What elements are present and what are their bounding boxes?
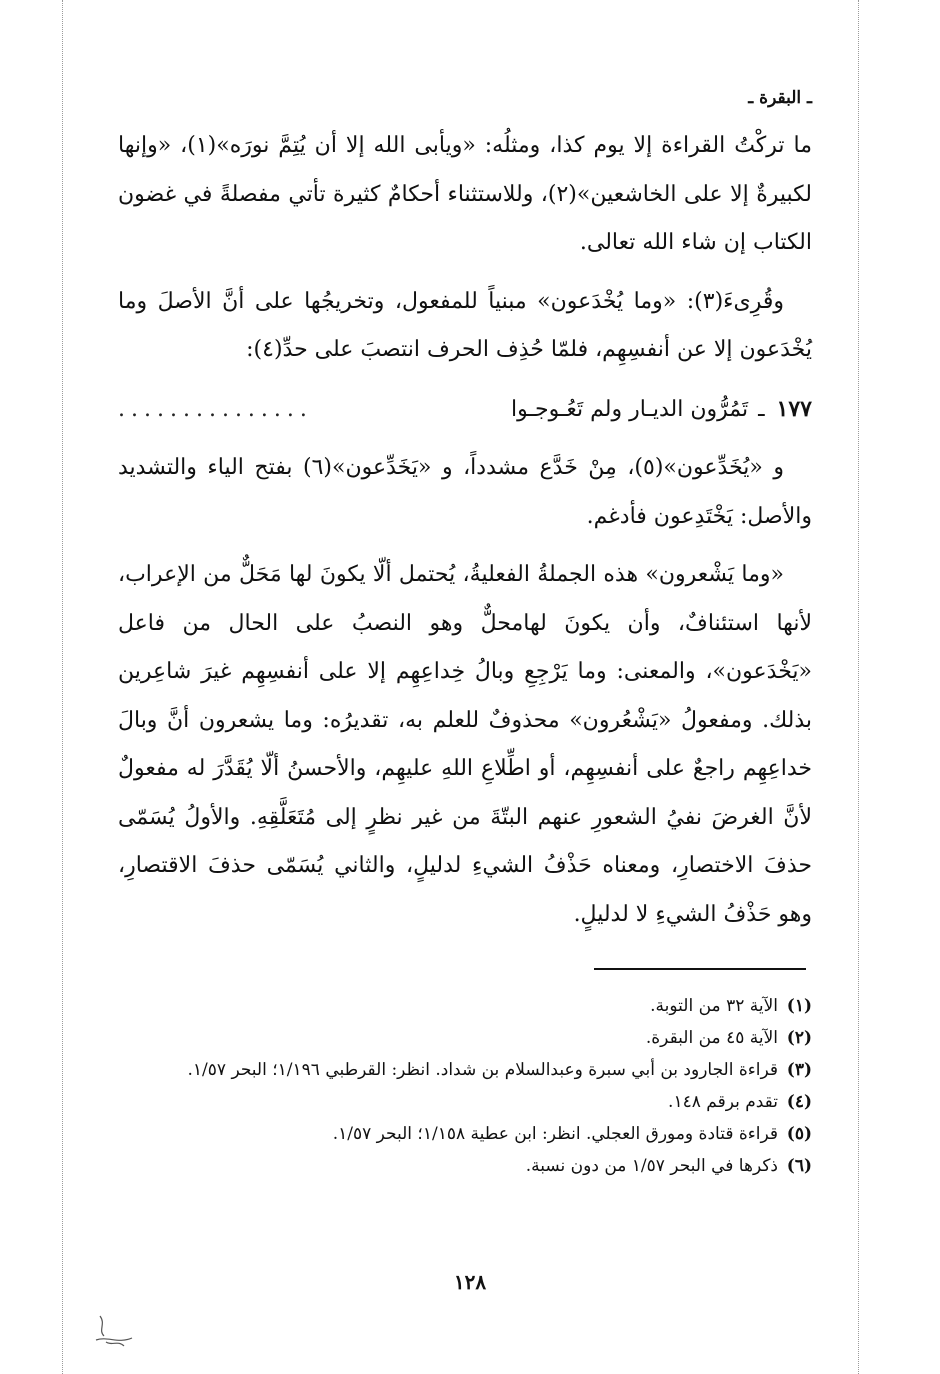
- page-number: ١٢٨: [453, 1270, 487, 1294]
- footnote-text: تقدم برقم ١٤٨.: [668, 1092, 778, 1112]
- footnote-item: [118, 1022, 812, 1054]
- footnote-item: [118, 1118, 812, 1150]
- scribble-mark: [88, 1310, 148, 1350]
- verse-line: [511, 385, 812, 435]
- main-text: [118, 122, 812, 939]
- verse-ellipsis: ...............: [118, 396, 313, 422]
- footnote-number: (٥): [786, 1124, 812, 1144]
- verse-dash: ـ: [758, 396, 765, 422]
- verse-text: تَمُرُّون الديـار ولم تَعُـوجـوا: [511, 396, 749, 422]
- footnote-item: [118, 1054, 812, 1086]
- running-header: ـ البقرة ـ: [748, 88, 812, 108]
- footnote-divider: [594, 968, 806, 970]
- footnote-number: (١): [786, 996, 812, 1016]
- paragraph: «وما يَشْعرون» هذه الجملةُ الفعليةُ، يُحتمل ألّا يكونَ لها مَحَلٌّ من الإعراب، لأنها استئنافٌ، وأن يكونَ لهامحلٌّ وهو النصبُ على الحال من فاعل «يَخْدَعون»، والمعنى: وما يَرْجِعِ وبالُ خِداعِهِم إلا على أنفسِهِم غيرَ شاعِرين بذلك. ومفعولُ «يَشْعُرون» محذوفٌ للعلم به، تقديرُه: وما يشعرون أنَّ وبالَ خداعِهِم راجعٌ على أنفسِهِم، أو اطِّلاعِ اللهِ عليهِم، والأحسنُ ألّا يُقَدَّرَ له مفعولٌ لأنَّ الغرضَ نفيُ الشعورِ عنهم البتّةَ من غير نظرٍ إلى مُتَعَلَّقِهِ. والأولُ يُسَمّى حذفَ الاختصارِ، ومعناه حَذْفُ الشيءِ لدليلٍ، والثاني يُسَمّى حذفَ الاقتصارِ، وهو حَذْفُ الشيءِ لا لدليلٍ.: [118, 562, 812, 927]
- right-margin-line: [858, 0, 859, 1374]
- footnote-item: [118, 1150, 812, 1182]
- footnote-number: (٤): [786, 1092, 812, 1112]
- poetry-verse: [118, 385, 812, 435]
- left-margin-line: [62, 0, 63, 1374]
- paragraph: و «يُخَدِّعون»(٥)، مِنْ خَدَّع مشدداً، و «يَخَدِّعون»(٦) بفتح الياء والتشديد والأصل: يَخْتَدِعون فأدغم.: [118, 455, 812, 529]
- footnotes: [118, 990, 812, 1182]
- paragraph: وقُرِىءَ(٣): «وما يُخْدَعون» مبنياً للمفعول، وتخريجُها على أنَّ الأصلَ وما يُخْدَعون إلا عن أنفسِهِم، فلمّا حُذِف الحرف انتصبَ على حدِّ(٤):: [118, 288, 812, 362]
- paragraph: ما تركْتُ القراءة إلا يوم كذا، ومثلُه: «ويأبى الله إلا أن يُتِمَّ نورَه»(١)، «وإنها لكبيرةٌ إلا على الخاشعين»(٢)، وللاستثناء أحكامٌ كثيرة تأتي مفصلةً في غضون الكتاب إن شاء الله تعالى.: [118, 133, 812, 255]
- footnote-item: [118, 990, 812, 1022]
- footnote-text: الآية ٤٥ من البقرة.: [645, 1028, 778, 1048]
- footnote-item: [118, 1086, 812, 1118]
- verse-number: ١٧٧: [776, 395, 812, 422]
- footnote-number: (٦): [786, 1156, 812, 1176]
- footnote-text: قراءة قتادة ومورق العجلي. انظر: ابن عطية ١/١٥٨؛ البحر ١/٥٧.: [332, 1124, 778, 1144]
- footnote-number: (٣): [786, 1060, 812, 1080]
- footnote-text: الآية ٣٢ من التوبة.: [650, 996, 778, 1016]
- footnote-number: (٢): [786, 1028, 812, 1048]
- footnote-text: قراءة الجارود بن أبي سبرة وعبدالسلام بن شداد. انظر: القرطبي ١/١٩٦؛ البحر ١/٥٧.: [187, 1060, 778, 1080]
- footnote-text: ذكرها في البحر ١/٥٧ من دون نسبة.: [525, 1156, 778, 1176]
